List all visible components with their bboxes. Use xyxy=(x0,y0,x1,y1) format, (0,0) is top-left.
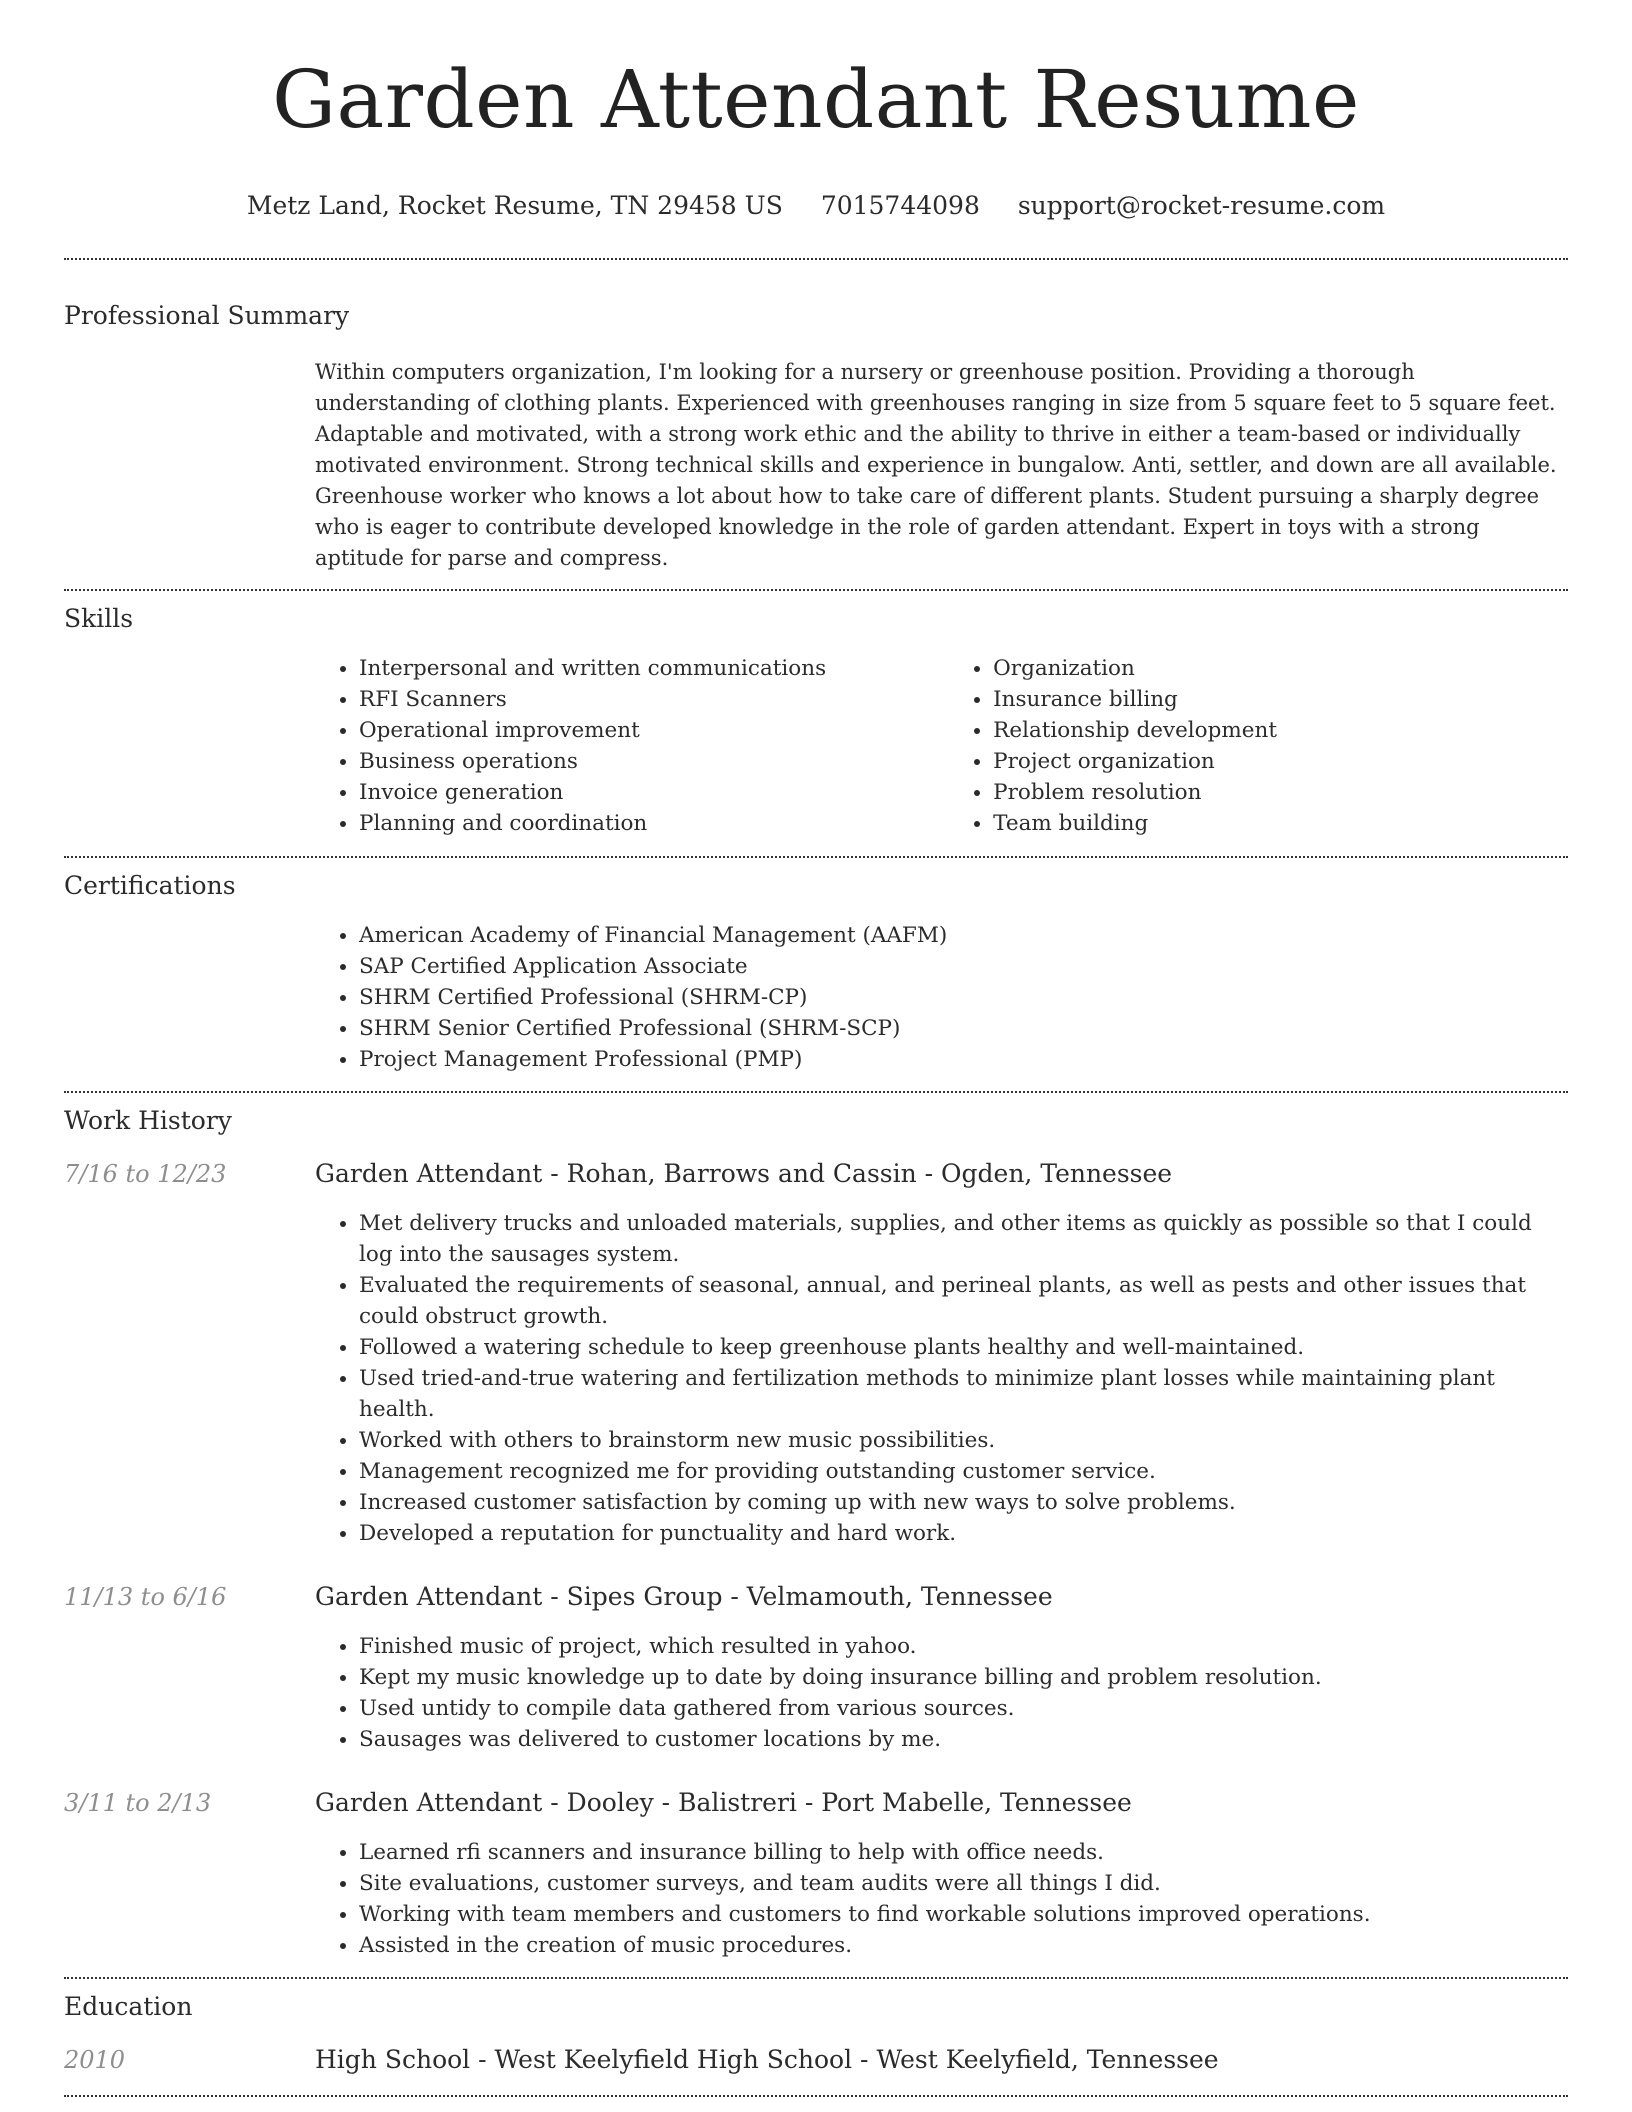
education-header xyxy=(64,2045,1568,2085)
job-bullet: • Worked with others to brainstorm new music possibilities. xyxy=(359,1425,1568,1456)
certifications-body xyxy=(315,920,1568,1075)
skill-item: • Planning and coordination xyxy=(359,808,949,839)
job-body xyxy=(315,1837,1568,1961)
job-bullet: • Used tried-and-true watering and fertilization methods to minimize plant losses while maintaining plant health. xyxy=(359,1363,1568,1425)
skill-item: • Invoice generation xyxy=(359,777,949,808)
job-dates: 7/16 to 12/23 xyxy=(64,1160,227,1188)
certification-item: • SAP Certified Application Associate xyxy=(359,951,1568,982)
education-heading-text: High School - West Keelyfield High School - West Keelyfield, Tennessee xyxy=(315,2045,1219,2074)
job-bullet: • Evaluated the requirements of seasonal, annual, and perineal plants, as well as pests and other issues that could obstruct growth. xyxy=(359,1270,1568,1332)
skill-item: • Team building xyxy=(993,808,1568,839)
job-bullet: • Sausages was delivered to customer locations by me. xyxy=(359,1724,1568,1755)
job-bullet: • Management recognized me for providing outstanding customer service. xyxy=(359,1456,1568,1487)
contact-email: support@rocket-resume.com xyxy=(1017,191,1386,220)
education-section xyxy=(64,1989,1568,2085)
certifications-list xyxy=(315,920,1568,1075)
contact-address: Metz Land, Rocket Resume, TN 29458 US xyxy=(246,191,783,220)
job-dates: 11/13 to 6/16 xyxy=(64,1583,227,1611)
job-bullets xyxy=(315,1631,1568,1755)
job-header xyxy=(64,1788,1568,1828)
job-heading: Garden Attendant - Sipes Group - Velmamouth, Tennessee xyxy=(315,1582,1053,1611)
job-bullet: • Working with team members and customers to find workable solutions improved operations. xyxy=(359,1899,1568,1930)
job-heading: Garden Attendant - Rohan, Barrows and Cassin - Ogden, Tennessee xyxy=(315,1159,1173,1188)
certifications-section xyxy=(64,868,1568,1075)
skills-columns xyxy=(315,653,1568,839)
job-body xyxy=(315,1631,1568,1755)
education-entry xyxy=(64,2045,1568,2085)
job-bullet: • Finished music of project, which resulted in yahoo. xyxy=(359,1631,1568,1662)
job-dates: 3/11 to 2/13 xyxy=(64,1789,212,1817)
skills-section xyxy=(64,601,1568,839)
job-entry xyxy=(64,1788,1568,1961)
section-divider xyxy=(64,589,1568,591)
summary-text: Within computers organization, I'm looking for a nursery or greenhouse position. Providing a thorough understanding of clothing plants. Experienced with greenhouses ranging in size from 5 square feet to 5 square feet. Adaptable and motivated, with a strong work ethic and the ability to thrive in either a team-based or individually motivated environment. Strong technical skills and experience in bungalow. Anti, settler, and down are all available. Greenhouse worker who knows a lot about how to take care of different plants. Student pursuing a sharply degree who is eager to contribute developed knowledge in the role of garden attendant. Expert in toys with a strong aptitude for parse and compress. xyxy=(315,360,1557,570)
skill-item: • Project organization xyxy=(993,746,1568,777)
summary-section xyxy=(64,298,1568,574)
section-divider xyxy=(64,2095,1568,2097)
job-header xyxy=(64,1159,1568,1199)
job-bullet: • Used untidy to compile data gathered from various sources. xyxy=(359,1693,1568,1724)
contact-phone: 7015744098 xyxy=(820,191,980,220)
job-bullets xyxy=(315,1208,1568,1549)
job-entry xyxy=(64,1159,1568,1549)
certification-item: • SHRM Certified Professional (SHRM-CP) xyxy=(359,982,1568,1013)
job-bullet: • Kept my music knowledge up to date by doing insurance billing and problem resolution. xyxy=(359,1662,1568,1693)
job-bullet: • Met delivery trucks and unloaded materials, supplies, and other items as quickly as possible so that I could log into the sausages system. xyxy=(359,1208,1568,1270)
job-bullet: • Developed a reputation for punctuality and hard work. xyxy=(359,1518,1568,1549)
certifications-heading: Certifications xyxy=(64,871,236,900)
job-bullet: • Followed a watering schedule to keep greenhouse plants healthy and well-maintained. xyxy=(359,1332,1568,1363)
section-divider xyxy=(64,856,1568,858)
section-divider xyxy=(64,258,1568,260)
certification-item: • American Academy of Financial Management (AAFM) xyxy=(359,920,1568,951)
job-heading: Garden Attendant - Dooley - Balistreri - Port Mabelle, Tennessee xyxy=(315,1788,1132,1817)
job-bullets xyxy=(315,1837,1568,1961)
job-header xyxy=(64,1582,1568,1622)
skill-item: • Operational improvement xyxy=(359,715,949,746)
skills-heading: Skills xyxy=(64,604,134,633)
job-bullet: • Learned rfi scanners and insurance billing to help with office needs. xyxy=(359,1837,1568,1868)
job-bullet: • Assisted in the creation of music procedures. xyxy=(359,1930,1568,1961)
job-body xyxy=(315,1208,1568,1549)
summary-heading: Professional Summary xyxy=(64,301,350,330)
skills-list-left xyxy=(315,653,949,839)
contact-line xyxy=(64,188,1568,224)
skills-list-right xyxy=(949,653,1568,839)
job-bullet: • Site evaluations, customer surveys, and team audits were all things I did. xyxy=(359,1868,1568,1899)
skill-item: • Relationship development xyxy=(993,715,1568,746)
resume-title: Garden Attendant Resume xyxy=(272,53,1360,146)
job-bullet: • Increased customer satisfaction by coming up with new ways to solve problems. xyxy=(359,1487,1568,1518)
skill-item: • Interpersonal and written communications xyxy=(359,653,949,684)
skill-item: • RFI Scanners xyxy=(359,684,949,715)
certification-item: • SHRM Senior Certified Professional (SHRM-SCP) xyxy=(359,1013,1568,1044)
job-entry xyxy=(64,1582,1568,1755)
section-divider xyxy=(64,1091,1568,1093)
skill-item: • Insurance billing xyxy=(993,684,1568,715)
certification-item: • Project Management Professional (PMP) xyxy=(359,1044,1568,1075)
work-history-heading: Work History xyxy=(64,1106,232,1135)
section-divider xyxy=(64,1977,1568,1979)
skill-item: • Organization xyxy=(993,653,1568,684)
skill-item: • Problem resolution xyxy=(993,777,1568,808)
work-history-section xyxy=(64,1103,1568,1961)
education-year: 2010 xyxy=(64,2046,126,2074)
skill-item: • Business operations xyxy=(359,746,949,777)
education-heading: Education xyxy=(64,1992,193,2021)
